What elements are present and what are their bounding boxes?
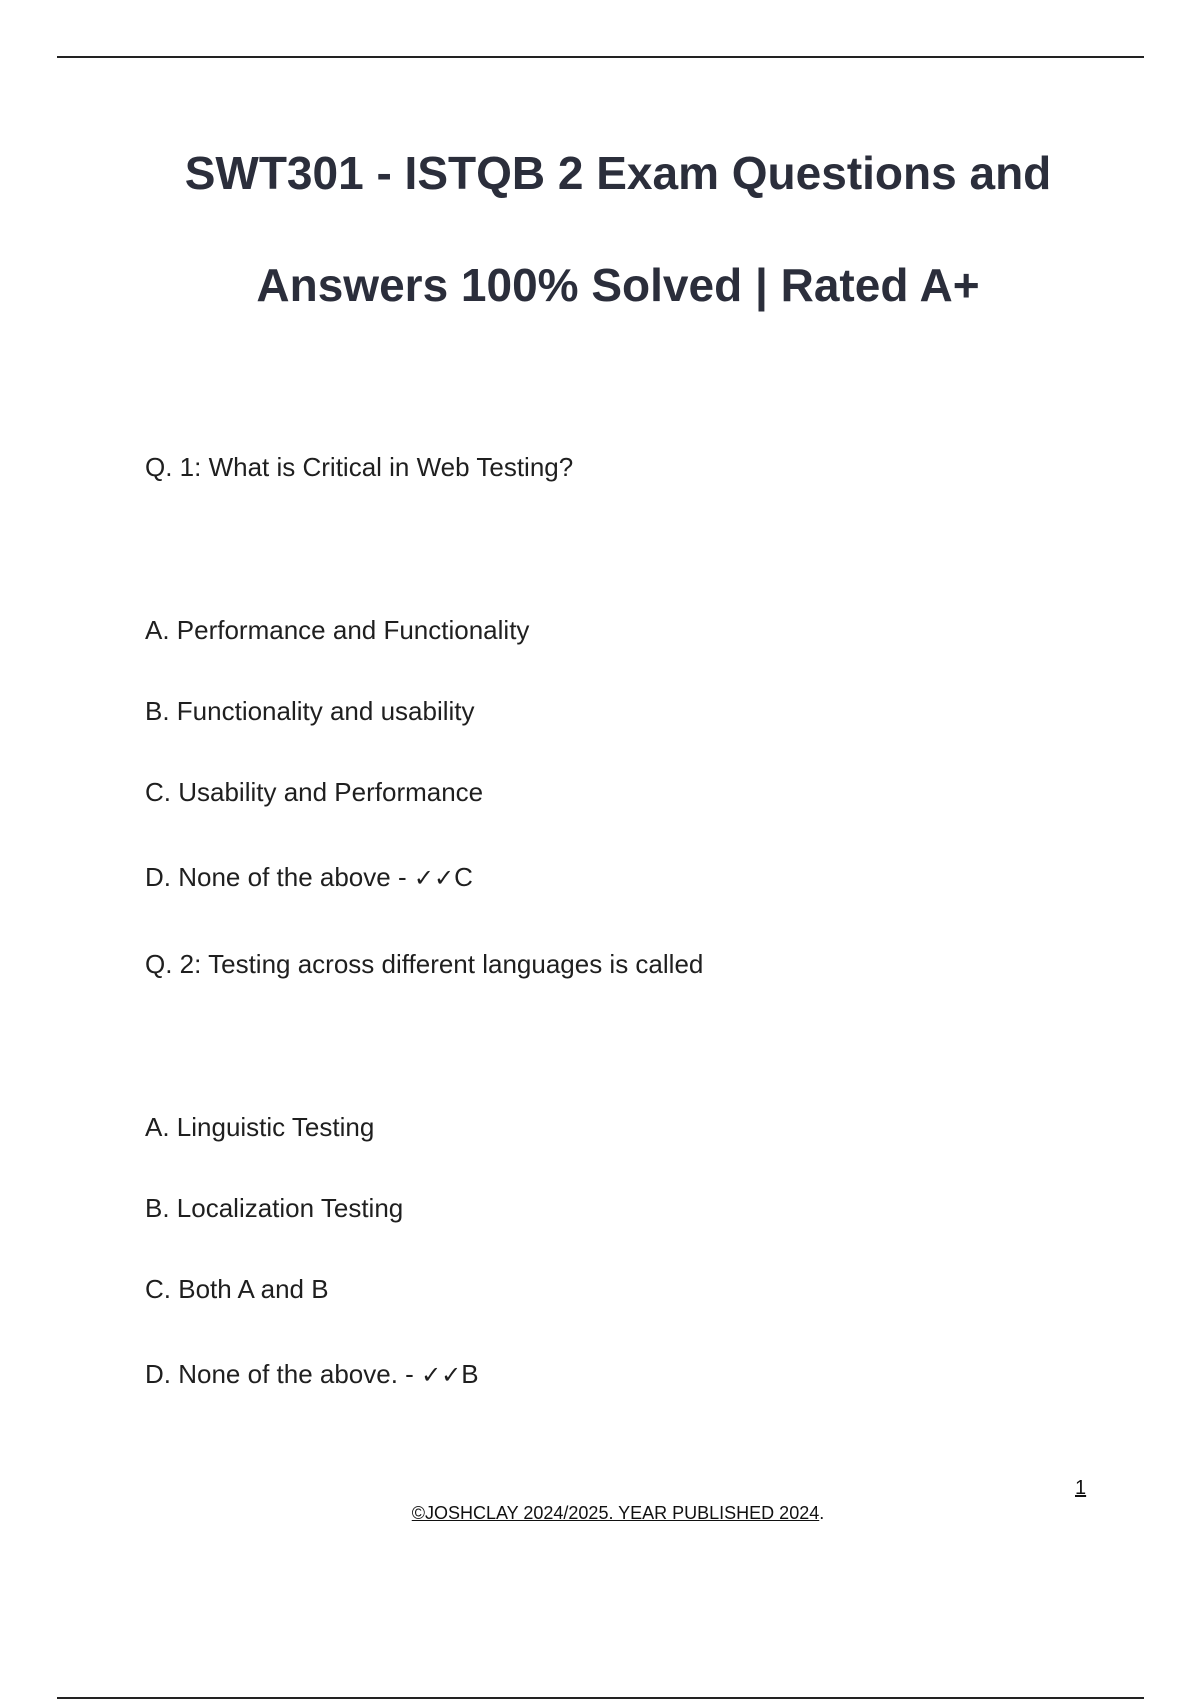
question-1-option-a: A. Performance and Functionality bbox=[145, 615, 530, 645]
question-1-answer: C bbox=[454, 862, 473, 892]
question-2-option-d bbox=[145, 1361, 479, 1387]
check-mark-icon: ✓✓ bbox=[421, 1361, 462, 1389]
question-2-option-a: A. Linguistic Testing bbox=[145, 1112, 375, 1142]
question-2-answer: B bbox=[461, 1359, 479, 1389]
document-title-line-2: Answers 100% Solved | Rated A+ bbox=[256, 259, 980, 311]
footer-copyright bbox=[0, 1504, 1200, 1522]
check-mark-icon: ✓✓ bbox=[413, 864, 455, 892]
question-1-option-b: B. Functionality and usability bbox=[145, 696, 475, 726]
question-2-option-d-label: D. None of the above. - bbox=[145, 1359, 414, 1389]
page-number: 1 bbox=[1075, 1477, 1087, 1499]
question-2-option-c: C. Both A and B bbox=[145, 1274, 329, 1304]
top-rule bbox=[57, 56, 1144, 58]
question-1-text: Q. 1: What is Critical in Web Testing? bbox=[145, 452, 574, 482]
question-1-option-c: C. Usability and Performance bbox=[145, 777, 484, 807]
question-2-text: Q. 2: Testing across different languages is called bbox=[145, 949, 704, 979]
bottom-rule bbox=[57, 1697, 1144, 1699]
copyright-period: . bbox=[819, 1503, 825, 1523]
document-title-line-1: SWT301 - ISTQB 2 Exam Questions and bbox=[184, 147, 1052, 199]
question-2-option-b: B. Localization Testing bbox=[145, 1193, 404, 1223]
question-1-option-d-label: D. None of the above - bbox=[145, 862, 407, 892]
copyright-text: ©JOSHCLAY 2024/2025. YEAR PUBLISHED 2024 bbox=[411, 1503, 820, 1523]
question-1-option-d bbox=[145, 864, 473, 890]
